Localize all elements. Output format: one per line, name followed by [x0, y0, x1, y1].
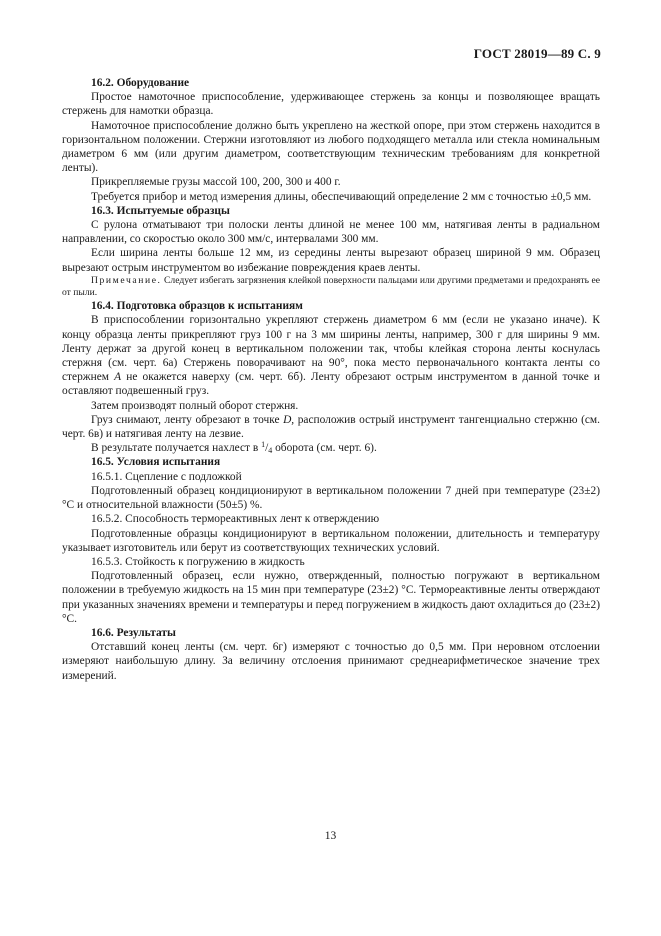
section-16-3-heading: 16.3. Испытуемые образцы [91, 204, 230, 217]
paragraph: С рулона отматывают три полоски ленты длиной не менее 100 мм, натягивая ленты в радиальном направлении, со скоростью около 300 мм/с, интервалами 300 мм. [62, 219, 600, 246]
document-body [62, 76, 600, 683]
page-number: 13 [324, 830, 337, 842]
text-run: не окажется наверху (см. черт. 6б). Ленту обрезают острым инструментом в данной точке и оставляют подвешенный груз. [62, 371, 600, 398]
paragraph: Отставший конец ленты (см. черт. 6г) измеряют с точностью до 0,5 мм. При неровном отслоении измеряют наибольшую длину. За величину отслоения принимают среднеарифметическое значение трех измерений. [62, 641, 600, 682]
paragraph: Затем производят полный оборот стержня. [91, 399, 299, 412]
text-run: расположив острый инструмент тангенциально стержню (см. черт. 6в) и натягивая ленту на лезвие. [62, 413, 600, 441]
subsection-heading: 16.5.3. Стойкость к погружению в жидкость [91, 555, 305, 568]
point-label-d: D, [283, 413, 295, 426]
paragraph: Подготовленные образцы кондиционируют в вертикальном положении, длительность и температуру указывает изготовитель или берут из соответствующих технических условий. [62, 527, 600, 554]
paragraph [62, 413, 600, 441]
note-text: Следует избегать загрязнения клейкой поверхности пальцами или другими предметами и предохранять ее от пыли. [62, 274, 600, 299]
text-run: Груз снимают, ленту обрезают в точке [91, 413, 284, 426]
note-label: Примечание. [91, 274, 162, 286]
note [62, 275, 600, 299]
section-16-2-heading: 16.2. Оборудование [91, 77, 190, 89]
section-16-4-heading: 16.4. Подготовка образцов к испытаниям [91, 300, 303, 313]
paragraph: Подготовленный образец, если нужно, отвержденный, полностью погружают в вертикальном положении в требуемую жидкость на 15 мин при температуре (23±2) °С. Термореактивные ленты отверждают при указанных значениях времени и температуры и перед погружением в жидкость дают охладиться до (23±2) °С. [62, 570, 601, 625]
paragraph [62, 313, 600, 398]
subsection-heading: 16.5.2. Способность термореактивных лент к отверждению [91, 513, 380, 526]
paragraph: Требуется прибор и метод измерения длины, обеспечивающий определение 2 мм с точностью ±0,5 мм. [91, 190, 592, 203]
text-run: В приспособлении горизонтально укрепляют стержень диаметром 6 мм (если не указано иначе). К концу образца ленты прикрепляют груз 100 г на 3 мм ширины ленты, например, 300 г для ширины 9 мм. Ленту держат за другой конец в вертикальном положении так, чтобы клейкая сторона ленты коснулась стержня (см. черт. 6а) Стержень поворачивают на 90°, пока место первоначального контакта ленты со стержнем [62, 314, 600, 384]
running-header: ГОСТ 28019—89 С. 9 [473, 46, 601, 61]
paragraph: Если ширина ленты больше 12 мм, из середины ленты вырезают образец шириной 9 мм. Образец вырезают острым инструментом во избежание повреждения краев ленты. [62, 247, 600, 274]
paragraph: Подготовленный образец кондиционируют в вертикальном положении 7 дней при температуре (23±2) °С и относительной влажности (50±5) %. [62, 484, 600, 512]
section-16-5-heading: 16.5. Условия испытания [91, 456, 221, 469]
subsection-heading: 16.5.1. Сцепление с подложкой [91, 470, 242, 483]
paragraph [62, 441, 600, 455]
text-run: В результате получается нахлест в [91, 442, 262, 455]
fraction-numerator: 1 [261, 440, 266, 450]
text-run: оборота (см. черт. 6). [272, 442, 377, 455]
paragraph: Прикрепляемые грузы массой 100, 200, 300 и 400 г. [91, 176, 341, 189]
fraction-denominator: 4 [268, 446, 273, 456]
point-label-a: А [114, 371, 122, 384]
paragraph: Намоточное приспособление должно быть укреплено на жесткой опоре, при этом стержень находится в горизонтальном положении. Стержни изготовляют из любого подходящего металла или стекла номинальным диаметром 6 мм (или другим диаметром, соответствующим техническим требованиям для конкретной ленты). [62, 119, 600, 175]
paragraph: Простое намоточное приспособление, удерживающее стержень за концы и позволяющее вращать стержень для намотки образца. [62, 91, 600, 118]
section-16-6-heading: 16.6. Результаты [91, 626, 176, 639]
fraction-slash: / [265, 442, 269, 455]
